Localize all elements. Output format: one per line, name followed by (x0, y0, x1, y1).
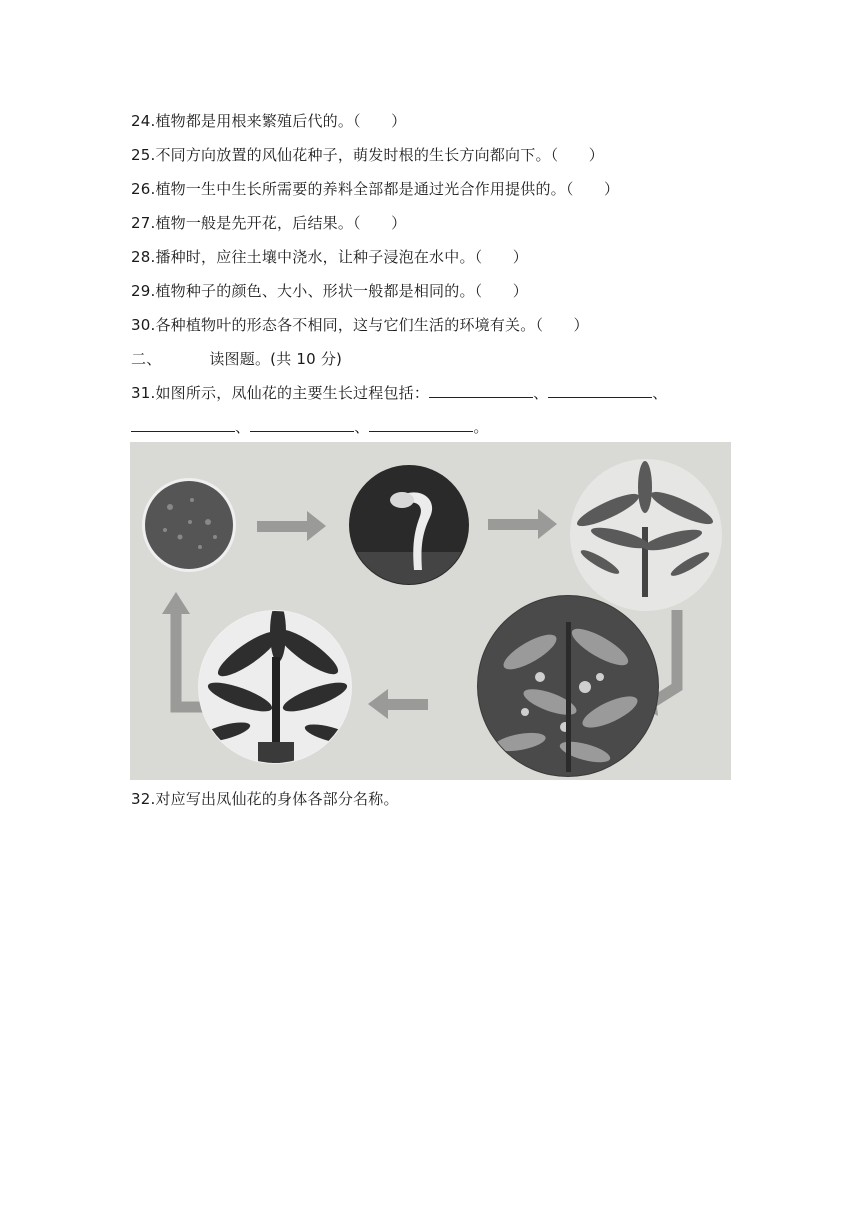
answer-blank-2[interactable] (548, 383, 652, 398)
section-heading (131, 349, 342, 369)
question-25: 25.不同方向放置的风仙花种子，萌发时根的生长方向都向下。（ ） (131, 146, 604, 164)
end-mark: 。 (473, 418, 489, 436)
separator: 、 (533, 384, 549, 402)
question-32: 32.对应写出凤仙花的身体各部分名称。 (131, 790, 399, 808)
arrow-right-icon (488, 509, 557, 539)
question-30: 30.各种植物叶的形态各不相同，这与它们生活的环境有关。（ ） (131, 316, 589, 334)
question-31-cont (131, 417, 489, 437)
answer-blank-5[interactable] (369, 417, 473, 432)
section-number: 二、 (131, 350, 162, 368)
seed-icon (142, 478, 236, 572)
question-27: 27.植物一般是先开花，后结果。（ ） (131, 214, 407, 232)
section-title: 读图题。(共 10 分) (209, 350, 343, 368)
flowering-plant-icon (477, 595, 659, 777)
separator: 、 (354, 418, 370, 436)
question-31-text: 31.如图所示，凤仙花的主要生长过程包括： (131, 384, 430, 402)
seedling-icon (570, 459, 722, 611)
question-31 (131, 383, 667, 403)
arrow-left-icon (368, 689, 428, 719)
separator: 、 (652, 384, 668, 402)
arrow-right-icon (257, 511, 326, 541)
arrow-tip (162, 592, 190, 614)
answer-blank-4[interactable] (250, 417, 354, 432)
question-29: 29.植物种子的颜色、大小、形状一般都是相同的。（ ） (131, 282, 528, 300)
question-28: 28.播种时，应往土壤中浇水，让种子浸泡在水中。（ ） (131, 248, 528, 266)
answer-blank-3[interactable] (131, 417, 235, 432)
germinating-seed-icon (349, 465, 470, 592)
question-26: 26.植物一生中生长所需要的养料全部都是通过光合作用提供的。（ ） (131, 180, 620, 198)
answer-blank-1[interactable] (429, 383, 533, 398)
mature-plant-icon (198, 602, 357, 767)
question-24: 24.植物都是用根来繁殖后代的。（ ） (131, 112, 407, 130)
separator: 、 (235, 418, 251, 436)
growth-cycle-figure (130, 442, 731, 780)
